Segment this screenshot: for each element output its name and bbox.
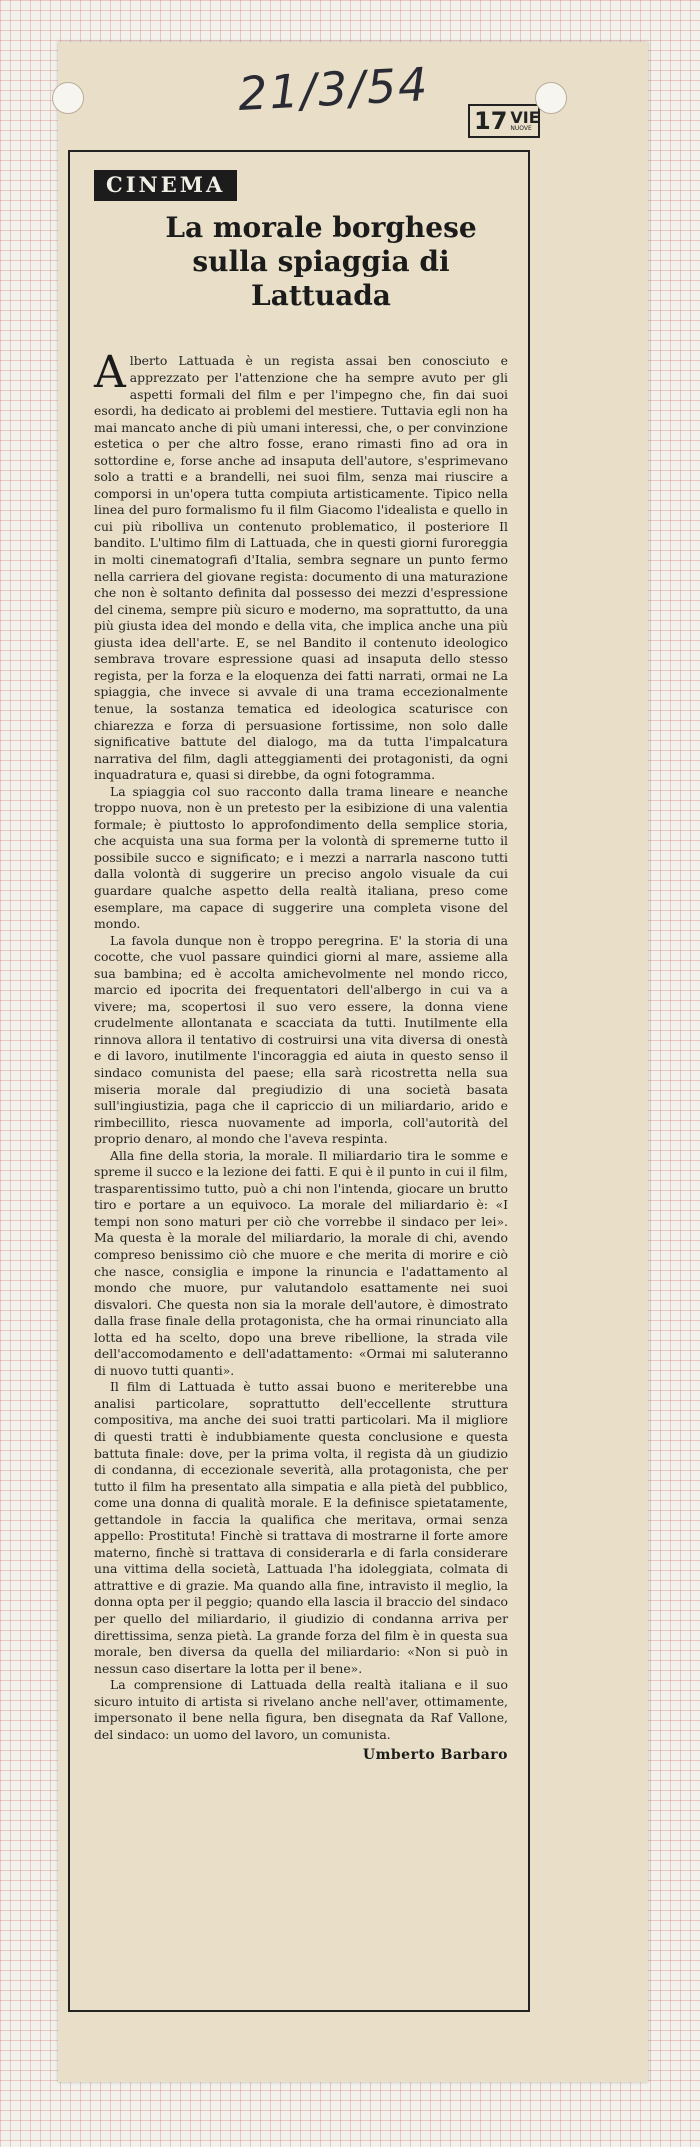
page-number-badge — [468, 104, 540, 138]
paragraph-4: Alla fine della storia, la morale. Il miliardario tira le somme e spreme il succo e la lezione dei fatti. E qui è il punto in cui il film, trasparentissimo tutto, può a chi non l'intenda, giocare un brutto tiro e portare a un equivoco. La morale del miliardario è: «I tempi non sono maturi per ciò che vorrebbe il sindaco per lei». Ma questa è la morale del miliardario, la morale di chi, avendo compreso benissimo ciò che muore e che merita di morire e ciò che nasce, consiglia e impone la rinuncia e l'adattamento al mondo che muore, pur valutandolo esattamente nei suoi disvalori. Che questa non sia la morale dell'autore, è dimostrato dalla frase finale della protagonista, che ha ormai rinunciato alla lotta ed ha scelto, dopo una breve ribellione, la strada vile dell'accomodamento e dell'adattamento: «Ormai mi saluteranno di nuovo tutti quanti». — [94, 1147, 508, 1378]
author-signature: Umberto Barbaro — [362, 1747, 508, 1764]
drop-cap: A — [94, 347, 126, 399]
article-frame — [68, 150, 530, 2012]
handwritten-date: 21/3/54 — [236, 57, 431, 121]
article-body — [94, 347, 508, 1764]
title-line-2: sulla spiaggia di Lattuada — [192, 245, 450, 313]
paragraph-6: La comprensione di Lattuada della realtà italiana e il suo sicuro intuito di artista si rivelano anche nell'aver, ottimamente, impersonato il bene nella figura, ben disegnata da Raf Vallone, del sindaco: un uomo del lavoro, un comunista. — [94, 1677, 508, 1742]
punch-hole-right — [535, 82, 567, 114]
magazine-subname: NUOVE — [510, 125, 532, 132]
paragraph-1-text: lberto Lattuada è un regista assai ben conosciuto e apprezzato per l'attenzione che ha sempre avuto per gli aspetti formali del film e per l'impegno che, fin dai suoi esordi, ha dedicato ai problemi del mestiere. Tuttavia egli non ha mai mancato anche di più umani interessi, che, o per convinzione estetica o per che altro fosse, erano rimasti fino ad ora in sottordine e, forse anche ad insaputa dell'autore, s'esprimevano solo a tratti e a brandelli, nei suoi film, senza mai riuscire a comporsi in un'opera tutta compiuta artisticamente. Tipico nella linea del puro formalismo fu il film Giacomo l'idealista e quello in cui più ribolliva un contenuto problematico, il posteriore Il bandito. L'ultimo film di Lattuada, che in questi giorni furoreggia in molti cinematografi d'Italia, sembra segnare un punto fermo nella carriera del giovane regista: documento di una maturazione che non è soltanto definita dal possesso dei mezzi d'espressione del cinema, sempre più sicuro e moderno, ma soprattutto, da una più giusta idea del mondo e della vita, che implica anche una più giusta idea dell'arte. E, se nel Bandito il contenuto ideologico sembrava trovare espressione quasi ad insaputa dello stesso regista, per la forza e la eloquenza dei fatti narrati, ormai ne La spiaggia, che invece si avvale di una trama eccezionalmente tenue, la sostanza tematica ed ideologica scaturisce con chiarezza e forza di persuasione fortissime, non solo dalle significative battute del dialogo, ma da tutta l'impalcatura narrativa del film, dagli atteggiamenti dei protagonisti, da ogni inquadratura e, quasi si direbbe, da ogni fotogramma. — [94, 353, 508, 783]
article-title — [134, 211, 508, 313]
title-line-1: La morale borghese — [165, 211, 477, 244]
paragraph-1 — [94, 347, 508, 783]
magazine-logo — [510, 110, 539, 132]
page-number: 17 — [474, 107, 508, 135]
paragraph-2: La spiaggia col suo racconto dalla trama lineare e neanche troppo nuova, non è un pretesto per la esibizione di una valentia formale; è piuttosto lo approfondimento della semplice storia, che acquista una sua forma per la volontà di spremerne tutto il possibile succo e significato; e i mezzi a narrarla nascono tutti dalla volontà di suggerire un preciso angolo visuale da cui guardare qualche aspetto della realtà italiana, preso come esemplare, ma capace di suggerire una completa visone del mondo. — [94, 783, 508, 932]
punch-hole-left — [52, 82, 84, 114]
section-label: CINEMA — [94, 170, 237, 201]
paragraph-5: Il film di Lattuada è tutto assai buono e meriterebbe una analisi particolare, soprattutto dell'eccellente struttura compositiva, ma anche dei suoi tratti particolari. Ma il migliore di questi tratti è indubbiamente questa conclusione e questa battuta finale: dove, per la prima volta, il regista dà un giudizio di condanna, di eccezionale severità, alla protagonista, che per tutto il film ha presentato alla simpatia e alla pietà del pubblico, come una donna di qualità morale. E la definisce spietatamente, gettandole in faccia la qualifica che meritava, ormai senza appello: Prostituta! Finchè si trattava di mostrarne il forte amore materno, finchè si trattava di considerarla e di farla considerare una vittima della società, Lattuada l'ha idoleggiata, colmata di attrattive e di grazie. Ma quando alla fine, intravisto il meglio, la donna opta per il peggio; quando ella lascia il braccio del sindaco per quello del miliardario, il giudizio di condanna arriva per direttissima, senza pietà. La grande forza del film è in questa sua morale, ben diversa da quella del miliardario: «Non si può in nessun caso disertare la lotta per il bene». — [94, 1379, 508, 1676]
paragraph-3: La favola dunque non è troppo peregrina. E' la storia di una cocotte, che vuol passare quindici giorni al mare, assieme alla sua bambina; ed è accolta amichevolmente nel mondo ricco, marcio ed ipocrita dei frequentatori dell'albergo in cui va a vivere; ma, scopertosi il suo vero essere, la donna viene crudelmente allontanata e scacciata da tutti. Inutilmente ella rinnova allora il tentativo di costruirsi una vita diversa di onestà e di lavoro, inutilmente l'incoraggia ed aiuta in questo senso il sindaco comunista del paese; ella sarà ricostretta nella sua miseria morale dal pregiudizio di una società basata sull'ingiustizia, paga che il capriccio di un miliardario, arido e rimbecillito, riesca nuovamente ad imporla, coll'autorità del proprio denaro, al mondo che l'aveva respinta. — [94, 932, 508, 1147]
magazine-name: VIE — [510, 108, 540, 127]
